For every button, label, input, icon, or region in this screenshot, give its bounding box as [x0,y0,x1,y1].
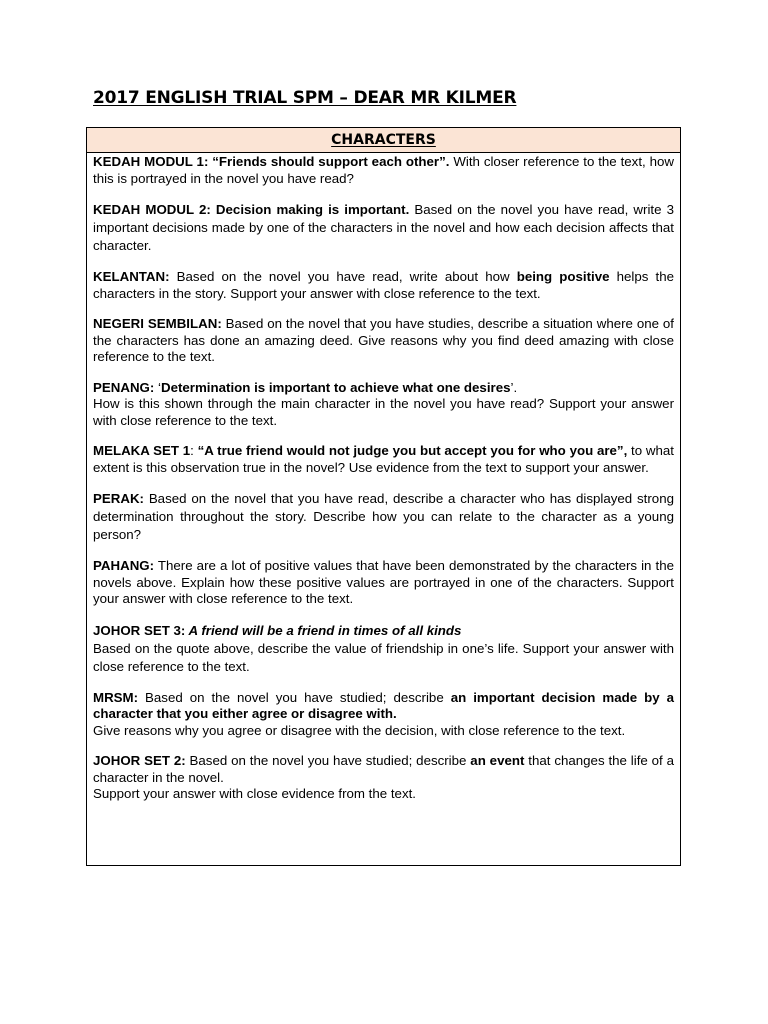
question-source-label: PENANG: [93,379,155,395]
question-keyword: an event [470,753,525,768]
question-text: Give reasons why you agree or disagree with the decision, with close reference to the text. [93,722,626,738]
question-mrsm [93,690,674,740]
question-quote: A friend will be a friend in times of all kinds [185,622,462,638]
question-source-label: KEDAH MODUL 2: [93,202,211,217]
document-title: 2017 ENGLISH TRIAL SPM – DEAR MR KILMER [93,88,517,108]
question-quote: “A true friend would not judge you but accept you for who you are”, [197,443,628,458]
question-pahang [93,558,674,608]
question-text: to what extent is this observation true in the novel? Use evidence from the text to support your answer. [93,443,674,475]
question-text: Based on the novel you have studied; describe [138,689,451,705]
question-source-label: MELAKA SET 1 [93,443,191,458]
question-quote-mark: ‘ [154,379,161,395]
question-johor-set-3 [93,622,674,676]
question-list [87,154,680,803]
question-text: Based on the novel you have read, write about how [169,269,517,284]
question-source-label: MRSM: [93,689,139,705]
table-heading: CHARACTERS [87,128,680,153]
question-text: Based on the novel that you have read, describe a character who has displayed strong determination throughout the story. Describe how you can relate to the character as a young person? [93,491,674,542]
question-text: Based on the novel you have studied; describe [185,753,471,768]
question-negeri-sembilan [93,316,674,366]
question-text: helps the characters in the story. Support your answer with close reference to the text. [93,269,674,301]
question-melaka-set-1 [93,443,674,476]
question-text: There are a lot of positive values that have been demonstrated by the characters in the novels above. Explain how these positive values are portrayed in one of the characters. Support your answer with close reference to the text. [93,558,674,606]
question-keyword: being positive [516,269,610,284]
question-quote: “Friends should support each other”. [212,154,450,169]
question-source-label: PERAK: [93,491,144,506]
question-text: that changes the life of a character in the novel. [93,753,674,785]
question-text: Based on the quote above, describe the value of friendship in one’s life. Support your answer with close reference to the text. [93,640,674,674]
characters-table [86,127,681,866]
question-kedah-modul-2 [93,201,674,255]
question-keyword: an important decision made by a character that you either agree or disagree with. [93,689,674,721]
question-quote: Decision making is important. [215,202,410,217]
question-text: Support your answer with close evidence from the text. [93,786,416,801]
question-source-label: PAHANG: [93,558,155,573]
question-quote: Determination is important to achieve what one desires [160,379,511,395]
question-source-label: KEDAH MODUL 1: [93,154,209,169]
question-source-label: JOHOR SET 2: [93,753,186,768]
question-source-label: NEGERI SEMBILAN: [93,316,222,331]
question-kelantan [93,269,674,302]
question-text: Based on the novel that you have studies, describe a situation where one of the characters has done an amazing deed. Give reasons why you find deed amazing with close reference to the text. [93,316,674,364]
question-colon: : [190,443,198,458]
question-source-label: JOHOR SET 3: [93,622,186,638]
question-text: How is this shown through the main character in the novel you have read? Support your answer with close reference to the text. [93,396,674,428]
question-source-label: KELANTAN: [93,269,170,284]
question-quote-mark: ’. [510,379,518,395]
question-penang [93,380,674,430]
question-text: Based on the novel you have read, write 3 important decisions made by one of the characters in the novel and how each decision affects that character. [93,202,674,253]
question-johor-set-2 [93,753,674,803]
question-perak [93,490,674,544]
question-text: With closer reference to the text, how this is portrayed in the novel you have read? [93,154,674,186]
question-kedah-modul-1 [93,154,674,187]
